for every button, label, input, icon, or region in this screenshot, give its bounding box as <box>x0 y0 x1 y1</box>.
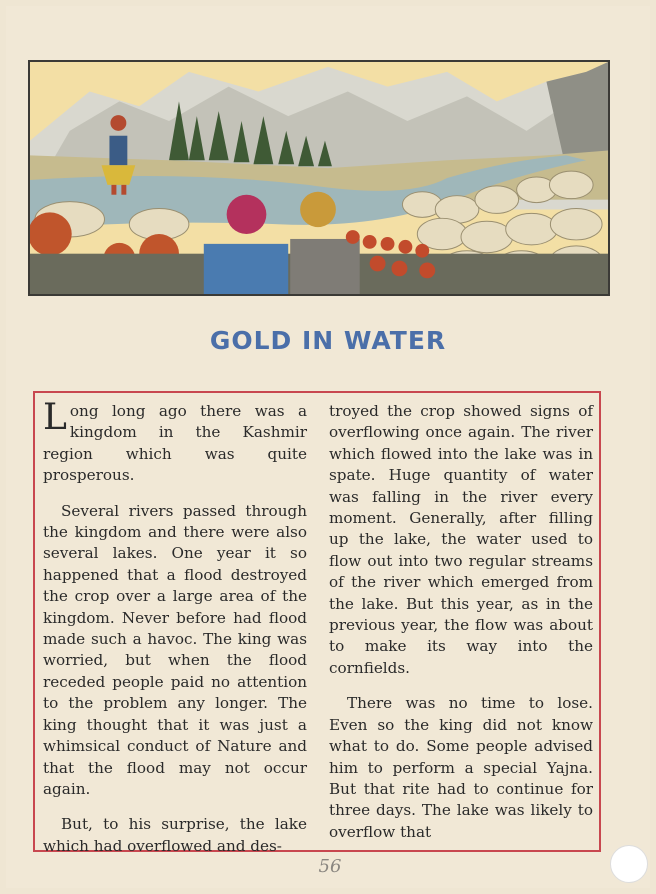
publisher-logo-icon <box>610 845 648 883</box>
paragraph <box>43 397 307 487</box>
paragraph-text: ong long ago there was a kingdom in the Kashmir region which was quite prosperous. <box>43 402 307 485</box>
story-title: GOLD IN WATER <box>209 326 447 355</box>
drop-cap: L <box>43 397 67 438</box>
left-column <box>43 397 307 857</box>
story-text-frame <box>33 391 601 855</box>
illustration-image <box>30 62 608 294</box>
paragraph: But, to his surprise, the lake which had overflowed and des- <box>43 815 307 855</box>
paragraph: troyed the crop showed signs of overflowing once again. The river which flowed into the lake was in spate. Huge quantity of water was falling in the river every moment. Generally, after filling up the lake, the water used to flow out into two regular streams of the river which emerged from the lake. But this year, as in the previous year, the flow was about to make its way into the cornfields. <box>329 402 593 677</box>
right-column <box>329 401 593 843</box>
page-number: 56 <box>318 856 342 877</box>
paragraph: There was no time to lose. Even so the king did not know what to do. Some people advised him to perform a special Yajna. But that rite had to continue for three days. The lake was likely to overflow that <box>329 694 593 841</box>
paragraph: Several rivers passed through the kingdom and there were also several lakes. One year it so happened that a flood destroyed the crop over a large area of the kingdom. Never before had flood made such a havoc. The king was worried, but when the flood receded people paid no attention to the problem any longer. The king thought that it was just a whimsical conduct of Nature and that the flood may not occur again. <box>43 501 307 798</box>
story-illustration <box>28 60 610 296</box>
